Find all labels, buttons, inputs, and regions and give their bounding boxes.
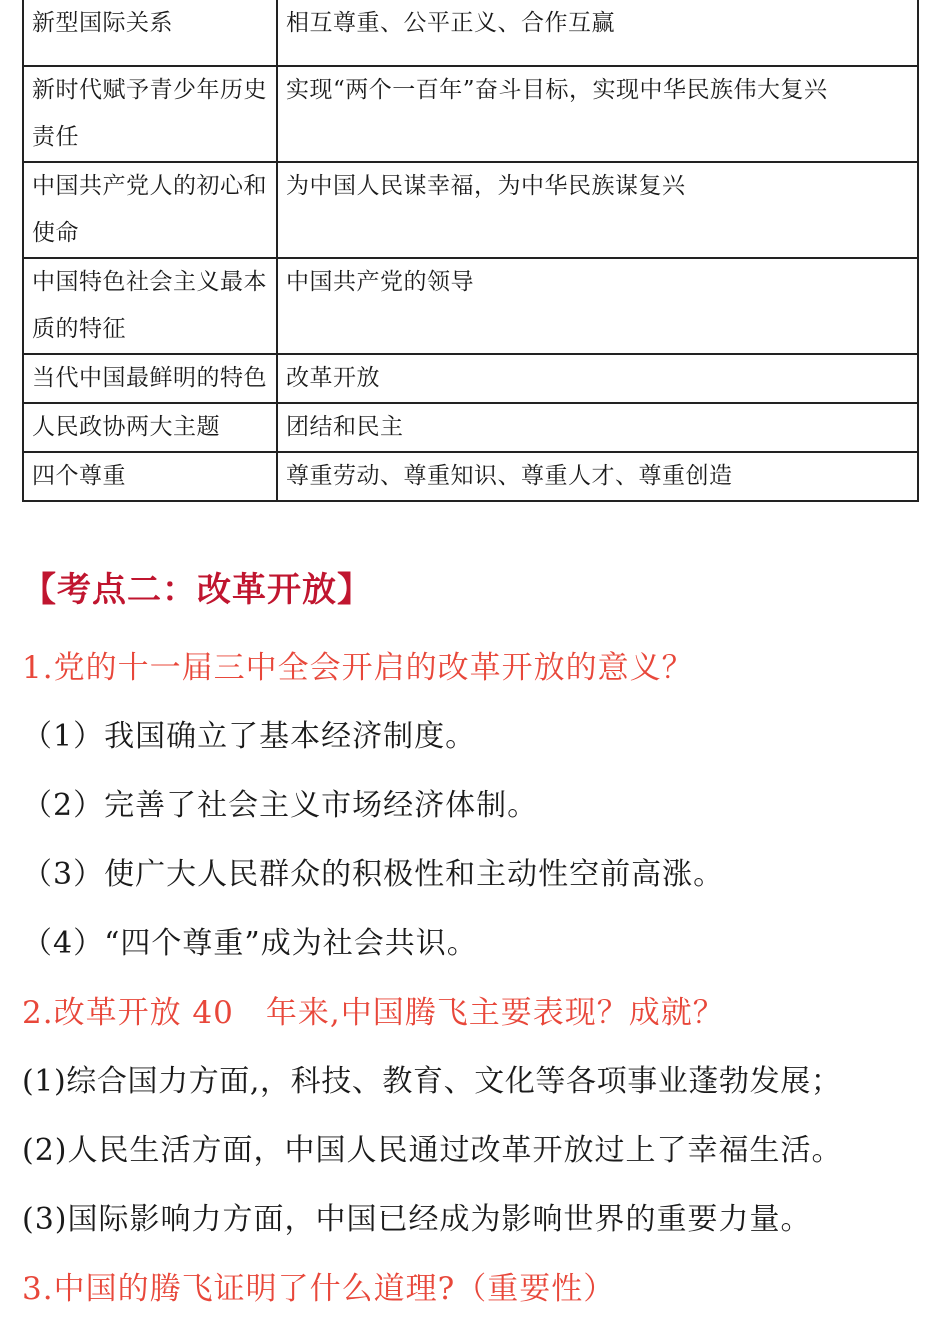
knowledge-table-container: [22, 0, 919, 502]
answer-item: （4）“四个尊重”成为社会共识。: [22, 926, 478, 961]
table-row: [23, 162, 918, 258]
table-row: [23, 452, 918, 501]
table-cell-content: 中国共产党的领导: [277, 258, 918, 354]
answer-item: （2）完善了社会主义市场经济体制。: [22, 788, 539, 823]
table-cell-content: 改革开放: [277, 354, 918, 403]
answer-item: (1)综合国力方面,，科技、教育、文化等各项事业蓬勃发展；: [22, 1064, 842, 1099]
table-row: [23, 403, 918, 452]
table-cell-content: 团结和民主: [277, 403, 918, 452]
knowledge-table: [22, 0, 919, 502]
table-cell-content: 为中国人民谋幸福，为中华民族谋复兴: [277, 162, 918, 258]
table-cell-term: 中国特色社会主义最本质的特征: [23, 258, 277, 354]
table-cell-content: 实现“两个一百年”奋斗目标，实现中华民族伟大复兴: [277, 66, 918, 162]
table-cell-content: 相互尊重、公平正义、合作互赢: [277, 0, 918, 66]
question-heading: 1.党的十一届三中全会开启的改革开放的意义？: [22, 650, 694, 686]
table-cell-content: 尊重劳动、尊重知识、尊重人才、尊重创造: [277, 452, 918, 501]
table-row: [23, 354, 918, 403]
answer-item: （3）使广大人民群众的积极性和主动性空前高涨。: [22, 857, 725, 892]
section-title: 【考点二：改革开放】: [22, 570, 372, 610]
table-cell-term: 四个尊重: [23, 452, 277, 501]
table-cell-term: 人民政协两大主题: [23, 403, 277, 452]
question-heading: 3.中国的腾飞证明了什么道理?（重要性）: [22, 1271, 616, 1307]
table-row: [23, 0, 918, 66]
table-row: [23, 258, 918, 354]
table-cell-term: 新型国际关系: [23, 0, 277, 66]
table-row: [23, 66, 918, 162]
answer-item: (2)人民生活方面，中国人民通过改革开放过上了幸福生活。: [22, 1133, 843, 1168]
table-cell-term: 新时代赋予青少年历史责任: [23, 66, 277, 162]
table-cell-term: 当代中国最鲜明的特色: [23, 354, 277, 403]
answer-item: （1）我国确立了基本经济制度。: [22, 719, 477, 754]
answer-item: (3)国际影响力方面，中国已经成为影响世界的重要力量。: [22, 1202, 812, 1237]
table-cell-term: 中国共产党人的初心和使命: [23, 162, 277, 258]
question-heading: 2.改革开放 40 年来,中国腾飞主要表现？成就？: [22, 995, 725, 1031]
